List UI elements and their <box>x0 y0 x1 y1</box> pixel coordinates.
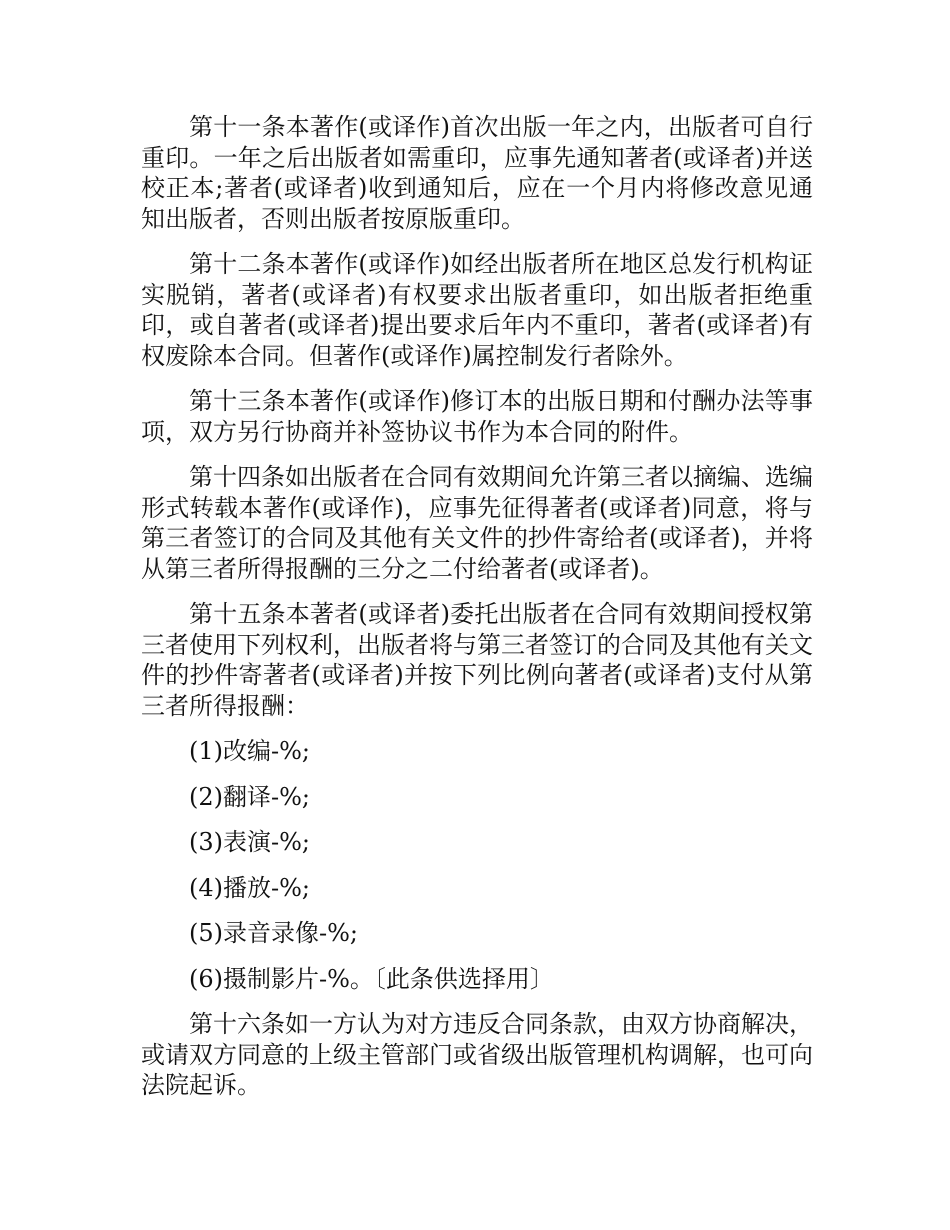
clause-13-paragraph: 第十三条本著作(或译作)修订本的出版日期和付酬办法等事项，双方另行协商并补签协议书作为本合同的附件。 <box>141 387 813 446</box>
clause-12-paragraph: 第十二条本著作(或译作)如经出版者所在地区总发行机构证实脱销，著者(或译者)有权要求出版者重印，如出版者拒绝重印，或自著者(或译者)提出要求后年内不重印，著者(或译者)有权废除本合同。但著作(或译作)属控制发行者除外。 <box>141 250 813 370</box>
clause-14-paragraph: 第十四条如出版者在合同有效期间允许第三者以摘编、选编形式转载本著作(或译作)，应事先征得著者(或译者)同意，将与第三者签订的合同及其他有关文件的抄件寄给者(或译者)，并将从第三者所得报酬的三分之二付给著者(或译者)。 <box>141 463 813 583</box>
list-item-film: (6)摄制影片-%。〔此条供选择用〕 <box>189 964 554 993</box>
list-item-performance: (3)表演-%; <box>189 828 310 856</box>
clause-15-paragraph: 第十五条本著者(或译者)委托出版者在合同有效期间授权第三者使用下列权利，出版者将与第三者签订的合同及其他有关文件的抄件寄著者(或译者)并按下列比例向著者(或译者)支付从第三者所得报酬： <box>141 600 813 720</box>
list-item-adaptation: (1)改编-%; <box>189 737 310 765</box>
clause-16-paragraph: 第十六条如一方认为对方违反合同条款，由双方协商解决，或请双方同意的上级主管部门或省级出版管理机构调解，也可向法院起诉。 <box>141 1010 813 1099</box>
document-body <box>141 112 813 1116</box>
list-item-recording: (5)录音录像-%; <box>189 919 358 947</box>
list-item-broadcast: (4)播放-%; <box>189 873 310 902</box>
clause-11-paragraph: 第十一条本著作(或译作)首次出版一年之内，出版者可自行重印。一年之后出版者如需重印，应事先通知著者(或译者)并送校正本;著者(或译者)收到通知后，应在一个月内将修改意见通知出版者，否则出版者按原版重印。 <box>141 113 813 233</box>
list-item-translation: (2)翻译-%; <box>189 782 310 811</box>
